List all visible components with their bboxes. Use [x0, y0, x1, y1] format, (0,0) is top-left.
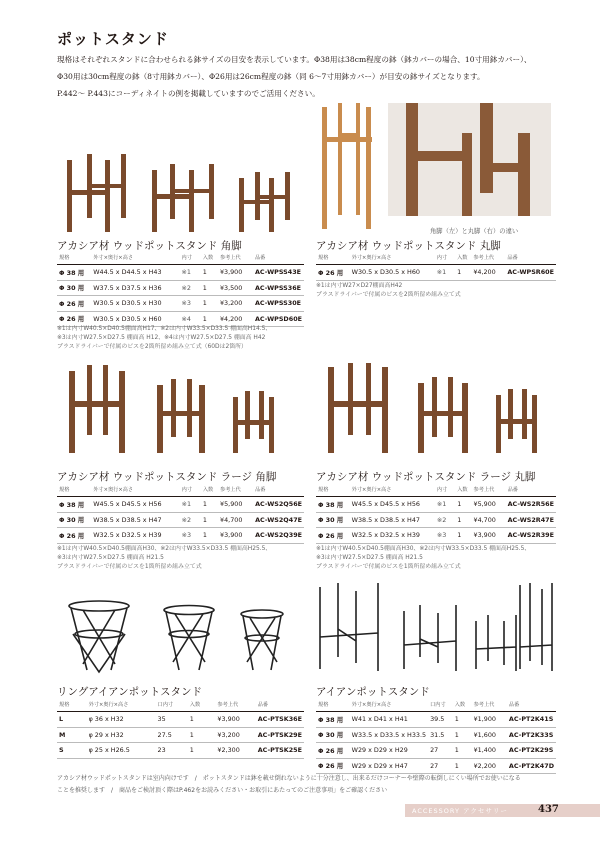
cell: W45.5 x D45.5 x H56	[350, 497, 435, 513]
spec-table-round	[316, 252, 556, 281]
footer-line: ことを推奨します / 商品をご検討頂く際はP.462をお読みください・お取引にあたってのご注意事項」をご確認ください	[57, 787, 388, 794]
cell: 1	[201, 497, 218, 513]
photo-caption: 角脚（左）と丸脚（右）の違い	[430, 228, 519, 235]
leg-closeup-photo	[388, 103, 551, 216]
cell: AC-WPSD60E	[253, 311, 304, 327]
wood-large-round-photo	[316, 363, 556, 460]
cell: L	[57, 712, 87, 728]
cell: ¥3,200	[218, 296, 253, 312]
note-line: プラスドライバーで付属のビスを1箇所留め組み立て式	[57, 564, 202, 571]
cell: W44.5 x D44.5 x H43	[91, 265, 179, 281]
spec-table-ring-iron	[57, 699, 304, 759]
section-title-iron: アイアンポットスタンド	[316, 686, 430, 698]
cell: AC-PTSK36E	[256, 712, 304, 728]
spec-table-square	[57, 252, 304, 327]
note-line: ※3は内寸W27.5×D27.5 棚面高 H21.5	[57, 555, 164, 562]
table-row	[316, 265, 556, 281]
col-header: 外寸×奥行×高さ	[350, 252, 435, 265]
note-line: プラスドライバーで付属のビスを2箇所留め組み立て式	[316, 292, 461, 299]
cell: 31.5	[428, 727, 453, 743]
table-header-row	[57, 699, 304, 712]
section-title-large-round: アカシア材 ウッドポットスタンド ラージ 丸脚	[316, 471, 536, 483]
col-header: 規格	[57, 484, 91, 497]
table-row	[316, 528, 556, 544]
cell: 23	[156, 743, 188, 759]
note-line: ※3は内寸W27.5×D27.5 棚面高 H12、※4は内寸W27.5×D27.5 棚面高 H42	[57, 335, 266, 342]
cell: Φ 26 用	[316, 528, 350, 544]
cell: ¥1,900	[472, 712, 507, 728]
notes-large-square	[57, 545, 271, 573]
cell: W29 x D29 x H47	[350, 758, 428, 774]
cell: ¥4,700	[472, 512, 506, 528]
cell: Φ 38 用	[316, 712, 350, 728]
table-row	[57, 712, 304, 728]
table-row	[57, 265, 304, 281]
col-header: 規格	[316, 252, 350, 265]
cell: 27	[428, 743, 453, 759]
cell: ¥3,900	[472, 528, 506, 544]
cell: ¥4,200	[471, 265, 505, 281]
footer-line: アカシア材ウッドポットスタンドは室内向けです / ポットスタンドは鉢を載せ倒れないように十分注意し、出来るだけコーナーや壁際の転倒しにくい場所でお使いになる	[57, 775, 521, 782]
col-header: 入数	[201, 252, 218, 265]
cell: Φ 38 用	[57, 265, 91, 281]
table-header-row	[316, 699, 556, 712]
cell: ¥3,200	[215, 727, 255, 743]
cell: AC-WS2R56E	[506, 497, 556, 513]
table-row	[316, 512, 556, 528]
col-header: 規格	[57, 699, 87, 712]
cell: AC-WS2R47E	[506, 512, 556, 528]
cell: W38.5 x D38.5 x H47	[91, 512, 179, 528]
cell: 1	[201, 280, 218, 296]
cell: ※3	[180, 296, 201, 312]
note-line: プラスドライバーで付属のビスを2箇所留め組み立て式（60Dは2箇所）	[57, 344, 247, 351]
intro-line: Φ30用は30cm程度の鉢（8寸用鉢カバー）、Φ26用は26cm程度の鉢（同 6〜7寸用鉢カバー）が目安の鉢サイズとなります。	[57, 72, 485, 81]
notes-round	[316, 282, 461, 300]
cell: Φ 30 用	[316, 727, 350, 743]
cell: 1	[201, 311, 218, 327]
cell: AC-PT2K33S	[507, 727, 556, 743]
cell: Φ 30 用	[316, 512, 350, 528]
cell: ¥5,900	[472, 497, 506, 513]
cell: W37.5 x D37.5 x H36	[91, 280, 179, 296]
cell: 1	[455, 512, 471, 528]
col-header: 品番	[507, 699, 556, 712]
cell: ¥1,400	[472, 743, 507, 759]
col-header: 内寸	[435, 252, 455, 265]
cell: W45.5 x D45.5 x H56	[91, 497, 179, 513]
cell: AC-WPSS43E	[253, 265, 304, 281]
cell: ※1	[180, 265, 201, 281]
table-row	[316, 727, 556, 743]
cell: 1	[453, 758, 472, 774]
cell: 39.5	[428, 712, 453, 728]
page-number: 437	[538, 804, 559, 815]
cell: ※4	[180, 311, 201, 327]
cell: 35	[156, 712, 188, 728]
table-row	[316, 758, 556, 774]
page-title: ポットスタンド	[57, 30, 169, 48]
intro-text	[57, 51, 557, 102]
cell: AC-WPSR60E	[505, 265, 556, 281]
cell: AC-WPSS36E	[253, 280, 304, 296]
iron-stands-photo	[316, 583, 556, 678]
table-row	[57, 296, 304, 312]
cell: ¥3,900	[218, 528, 253, 544]
col-header: 参考上代	[471, 252, 505, 265]
cell: Φ 26 用	[57, 528, 91, 544]
cell: ※2	[435, 512, 455, 528]
cell: 27	[428, 758, 453, 774]
cell: AC-WS2Q39E	[253, 528, 304, 544]
cell: ¥3,900	[218, 265, 253, 281]
ring-iron-stands-photo	[57, 598, 302, 678]
cell: Φ 26 用	[316, 758, 350, 774]
cell: 1	[201, 512, 218, 528]
cell: AC-PT2K47D	[507, 758, 556, 774]
note-line: ※1は内寸W40.5×D40.5棚面高H17、※2は内寸W33.5×D33.5 棚面高H14.5、	[57, 326, 272, 332]
table-row	[316, 743, 556, 759]
cell: 1	[455, 265, 471, 281]
cell: W38.5 x D38.5 x H47	[350, 512, 435, 528]
cell: ¥4,700	[218, 512, 253, 528]
col-header: 外寸×奥行×高さ	[91, 252, 179, 265]
col-header: 外寸×奥行×高さ	[350, 484, 435, 497]
cell: ※3	[180, 528, 201, 544]
col-header: 参考上代	[218, 484, 253, 497]
cell: 1	[188, 712, 216, 728]
col-header: 外寸×奥行×高さ	[350, 699, 428, 712]
table-row	[316, 497, 556, 513]
table-row	[316, 712, 556, 728]
cell: 1	[453, 712, 472, 728]
cell: W29 x D29 x H29	[350, 743, 428, 759]
col-header: 入数	[188, 699, 216, 712]
cell: W33.5 x D33.5 x H33.5	[350, 727, 428, 743]
col-header: 規格	[57, 252, 91, 265]
cell: AC-WS2R39E	[506, 528, 556, 544]
col-header: 規格	[316, 699, 350, 712]
col-header: 内寸	[435, 484, 455, 497]
note-line: ※1は内寸W40.5×D40.5棚面高H30、※2は内寸W33.5×D33.5 棚面高H25.5、	[316, 546, 531, 552]
cell: Φ 30 用	[57, 512, 91, 528]
cell: M	[57, 727, 87, 743]
cell: 1	[201, 296, 218, 312]
table-row	[57, 743, 304, 759]
col-header: 品番	[506, 484, 556, 497]
cell: AC-PTSK25E	[256, 743, 304, 759]
note-line: ※1は内寸W27×D27棚面高H42	[316, 283, 403, 289]
cell: Φ 26 用	[316, 743, 350, 759]
cell: AC-WPSS30E	[253, 296, 304, 312]
page-category-label: ACCESSORY アクセサリー	[412, 807, 508, 815]
section-title-ring-iron: リングアイアンポットスタンド	[57, 686, 203, 698]
cell: W30.5 x D30.5 x H30	[91, 296, 179, 312]
col-header: 外寸×奥行×高さ	[87, 699, 156, 712]
cell: 1	[201, 265, 218, 281]
col-header: 規格	[316, 484, 350, 497]
col-header: 入数	[453, 699, 472, 712]
col-header: 入数	[455, 484, 471, 497]
cell: AC-PT2K29S	[507, 743, 556, 759]
note-line: ※3は内寸W27.5×D27.5 棚面高 H21.5	[316, 555, 423, 562]
col-header: 品番	[505, 252, 556, 265]
col-header: 参考上代	[472, 484, 506, 497]
cell: 1	[455, 528, 471, 544]
cell: φ 29 x H32	[87, 727, 156, 743]
cell: W30.5 x D30.5 x H60	[350, 265, 435, 281]
section-title-square: アカシア材 ウッドポットスタンド 角脚	[57, 240, 242, 252]
cell: Φ 38 用	[316, 497, 350, 513]
col-header: 入数	[455, 252, 471, 265]
cell: 1	[453, 727, 472, 743]
footer-notes	[57, 773, 521, 797]
section-title-round: アカシア材 ウッドポットスタンド 丸脚	[316, 240, 501, 252]
spec-table-large-round	[316, 484, 556, 544]
col-header: 口内寸	[428, 699, 453, 712]
spec-table-large-square	[57, 484, 304, 544]
table-header-row	[57, 252, 304, 265]
col-header: 品番	[253, 484, 304, 497]
cell: ¥3,500	[218, 280, 253, 296]
cell: W32.5 x D32.5 x H39	[91, 528, 179, 544]
table-row	[57, 497, 304, 513]
cell: AC-PTSK29E	[256, 727, 304, 743]
cell: ※2	[180, 280, 201, 296]
col-header: 品番	[253, 252, 304, 265]
table-row	[57, 528, 304, 544]
cell: 1	[188, 727, 216, 743]
table-header-row	[316, 252, 556, 265]
col-header: 参考上代	[218, 252, 253, 265]
cell: Φ 26 用	[57, 296, 91, 312]
wood-square-stands-photo	[57, 150, 302, 235]
cell: 1	[455, 497, 471, 513]
cell: ※2	[180, 512, 201, 528]
table-row	[57, 280, 304, 296]
col-header: 内寸	[180, 252, 201, 265]
cell: AC-PT2K41S	[507, 712, 556, 728]
cell: Φ 38 用	[57, 497, 91, 513]
col-header: 外寸×奥行×高さ	[91, 484, 179, 497]
cell: Φ 26 用	[316, 265, 350, 281]
cell: ¥3,900	[215, 712, 255, 728]
cell: φ 36 x H32	[87, 712, 156, 728]
spec-table-iron	[316, 699, 556, 774]
note-line: ※1は内寸W40.5×D40.5棚面高H30、※2は内寸W33.5×D33.5 棚面高H25.5、	[57, 546, 272, 552]
col-header: 内寸	[180, 484, 201, 497]
cell: S	[57, 743, 87, 759]
cell: ¥2,200	[472, 758, 507, 774]
section-title-large-square: アカシア材 ウッドポットスタンド ラージ 角脚	[57, 471, 277, 483]
cell: φ 25 x H26.5	[87, 743, 156, 759]
cell: 1	[453, 743, 472, 759]
cell: AC-WS2Q56E	[253, 497, 304, 513]
note-line: プラスドライバーで付属のビスを1箇所留め組み立て式	[316, 564, 461, 571]
cell: W32.5 x D32.5 x H39	[350, 528, 435, 544]
col-header: 参考上代	[472, 699, 507, 712]
table-row	[57, 727, 304, 743]
notes-square	[57, 325, 271, 353]
wood-round-stand-photo	[316, 103, 382, 233]
cell: AC-WS2Q47E	[253, 512, 304, 528]
col-header: 入数	[201, 484, 218, 497]
cell: 1	[201, 528, 218, 544]
table-header-row	[316, 484, 556, 497]
intro-line: P.442〜 P.443にコーディネイトの例を掲載していますのでご活用ください。	[57, 89, 320, 98]
cell: Φ 30 用	[57, 280, 91, 296]
cell: 1	[188, 743, 216, 759]
cell: ¥1,600	[472, 727, 507, 743]
cell: ¥4,200	[218, 311, 253, 327]
cell: ¥2,300	[215, 743, 255, 759]
col-header: 品番	[256, 699, 304, 712]
cell: ※1	[180, 497, 201, 513]
col-header: 口内寸	[156, 699, 188, 712]
cell: W41 x D41 x H41	[350, 712, 428, 728]
cell: ※3	[435, 528, 455, 544]
cell: Φ 26 用	[57, 311, 91, 327]
cell: ¥5,900	[218, 497, 253, 513]
wood-large-square-photo	[57, 365, 302, 460]
table-header-row	[57, 484, 304, 497]
notes-large-round	[316, 545, 530, 573]
col-header: 参考上代	[215, 699, 255, 712]
table-row	[57, 512, 304, 528]
cell: 27.5	[156, 727, 188, 743]
intro-line: 現格はそれぞれスタンドに合わせられる鉢サイズの目安を表示しています。Φ38用は38cm程度の鉢（鉢カバーの場合、10寸用鉢カバー）、	[57, 55, 532, 64]
cell: W30.5 x D30.5 x H60	[91, 311, 179, 327]
cell: ※1	[435, 497, 455, 513]
cell: ※1	[435, 265, 455, 281]
